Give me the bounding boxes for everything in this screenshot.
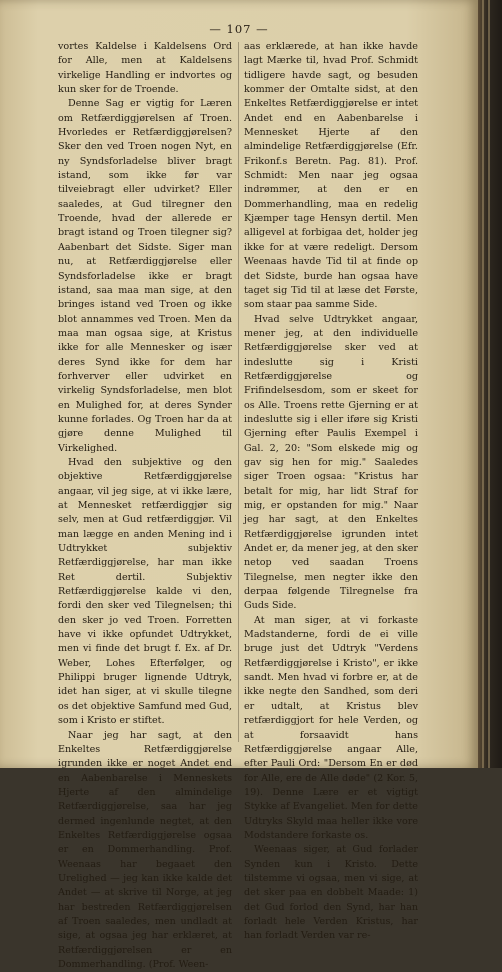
paragraph: Hvad selve Udtrykket angaar, mener jeg, at den individuelle Retfærdiggjørelse sker ved at indeslutte sig i Kristi Retfærdiggjørelse og Frifindelsesdom, som er skeet for os Alle. Troens rette Gjerning er at indeslutte sig i eller iføre sig Kristi Gjerning efter Paulis Exempel i Gal. 2, 20: "Som elskede mig og gav sig hen for mig." Saaledes siger Troen ogsaa: "Kristus har betalt for mig, har lidt Straf for mig, er opstanden for mig." Naar jeg har sagt, at den Enkeltes Retfærdiggjørelse igrunden intet Andet er, da mener jeg, at den sker netop ved saadan Troens Tilegnelse, men negter ikke den derpaa følgende Tilregnelse fra Guds Side. <box>244 313 418 614</box>
paragraph: Weenaas siger, at Gud forlader Synden kun i Kristo. Dette tilstemme vi ogsaa, men vi sige, at det sker paa en dobbelt Maade: 1) det Gud forlod den Synd, har han forladt hele Verden Kristus, har han forladt Verden var re- <box>244 843 418 943</box>
paragraph: Denne Sag er vigtig for Læren om Retfærdiggjørelsen af Troen. Hvorledes er Retfærdiggjørelsen? Sker den ved Troen nogen Nyt, en ny Syndsforladelse bliver bragt istand, som ikke før var tilveiebragt eller udvirket? Eller saaledes, at Gud tilregner den Troende, hvad der allerede er bragt istand og Troen tilegner sig? Aabenbart det Sidste. Siger man nu, at Retfærdiggjørelse eller Syndsforladelse ikke er bragt istand, saa maa man sige, at den bringes istand ved Troen og ikke blot annammes ved Troen. Men da maa man ogsaa sige, at Kristus ikke for alle Mennesker og især deres Synd ikke for dem har forhverver eller udvirket en virkelig Syndsforladelse, men blot en Mulighed for, at deres Synder kunne forlades. Og Troen har da at gjøre denne Mulighed til Virkelighed. <box>58 97 232 456</box>
right-text-column <box>244 40 418 944</box>
paragraph: At man siger, at vi forkaste Madstanderne, fordi de ei ville bruge just det Udtryk "Verdens Retfærdiggjørelse i Kristo", er ikke sandt. Men hvad vi forbre er, at de ikke negte den Sandhed, som deri er udtalt, at Kristus blev retfærdiggjort for hele Verden, og at forsaavidt hans Retfærdiggjørelse angaar Alle, efter Pauli Ord: "Dersom En er død for Alle, ere de Alle døde" (2 Kor. 5, 19). Denne Lære er et vigtigt Stykke af Evangeliet. Men for dette Udtryks Skyld maa heller ikke vore Modstandere forkaste os. <box>244 614 418 844</box>
paragraph: Hvad den subjektive og den objektive Retfærdiggjørelse angaar, vil jeg sige, at vi ikke lære, at Mennesket retfærdiggjør sig selv, men at Gud retfærdiggjør. Vil man lægge en anden Mening ind i Udtrykket subjektiv Retfærdiggjørelse, har man ikke Ret dertil. Subjektiv Retfærdiggjørelse kalde vi den, fordi den sker ved Tilegnelsen; thi den sker jo ved Troen. Forretten have vi ikke opfundet Udtrykket, men vi finde det brugt f. Ex. af Dr. Weber, Lohes Efterfølger, og Philippi bruger lignende Udtryk, idet han siger, at vi skulle tilegne os det objektive Samfund med Gud, som i Kristo er stiftet. <box>58 456 232 729</box>
page-edge <box>478 0 502 768</box>
paragraph: vortes Kaldelse i Kaldelsens Ord for Alle, men at Kaldelsens virkelige Handling er indvortes og kun sker for de Troende. <box>58 40 232 97</box>
column-divider <box>238 42 239 742</box>
paragraph: aas erklærede, at han ikke havde lagt Mærke til, hvad Prof. Schmidt tidligere havde sagt, og besuden kommer der Omtalte sidst, at den Enkeltes Retfærdiggjørelse er intet Andet end en Aabenbarelse i Mennesket Hjerte af den almindelige Retfærdiggjørelse (Efr. Frikonf.s Beretn. Pag. 81). Prof. Schmidt: Men naar jeg ogsaa indrømmer, at den er en Dommerhandling, maa en redelig Kjæmper tage Hensyn dertil. Men alligevel at forbigaa det, holder jeg ikke for at være redeligt. Dersom Weenaas havde Tid til at finde op det Sidste, burde han ogsaa have taget sig Tid til at læse det Første, som staar paa samme Side. <box>244 40 418 313</box>
page-edge-line <box>482 0 484 768</box>
page-number: — 107 — <box>0 22 478 36</box>
page-edge-line <box>488 0 490 768</box>
paragraph: Naar jeg har sagt, at den Enkeltes Retfærdiggjørelse igrunden ikke er noget Andet end en Aabenbarelse i Menneskets Hjerte af den almindelige Retfærdiggjørelse, saa har jeg dermed ingenlunde negtet, at den Enkeltes Retfærdiggjørelse ogsaa er en Dommerhandling. Prof. Weenaas har begaaet den Urelighed — jeg kan ikke kalde det Andet — at skrive til Norge, at jeg har bestreden Retfærdiggjørelsen af Troen saaledes, men undladt at sige, at ogsaa jeg har erklæret, at Retfærdiggjørelsen er en Dommerhandling. (Prof. Ween- <box>58 729 232 972</box>
left-text-column <box>58 40 232 972</box>
